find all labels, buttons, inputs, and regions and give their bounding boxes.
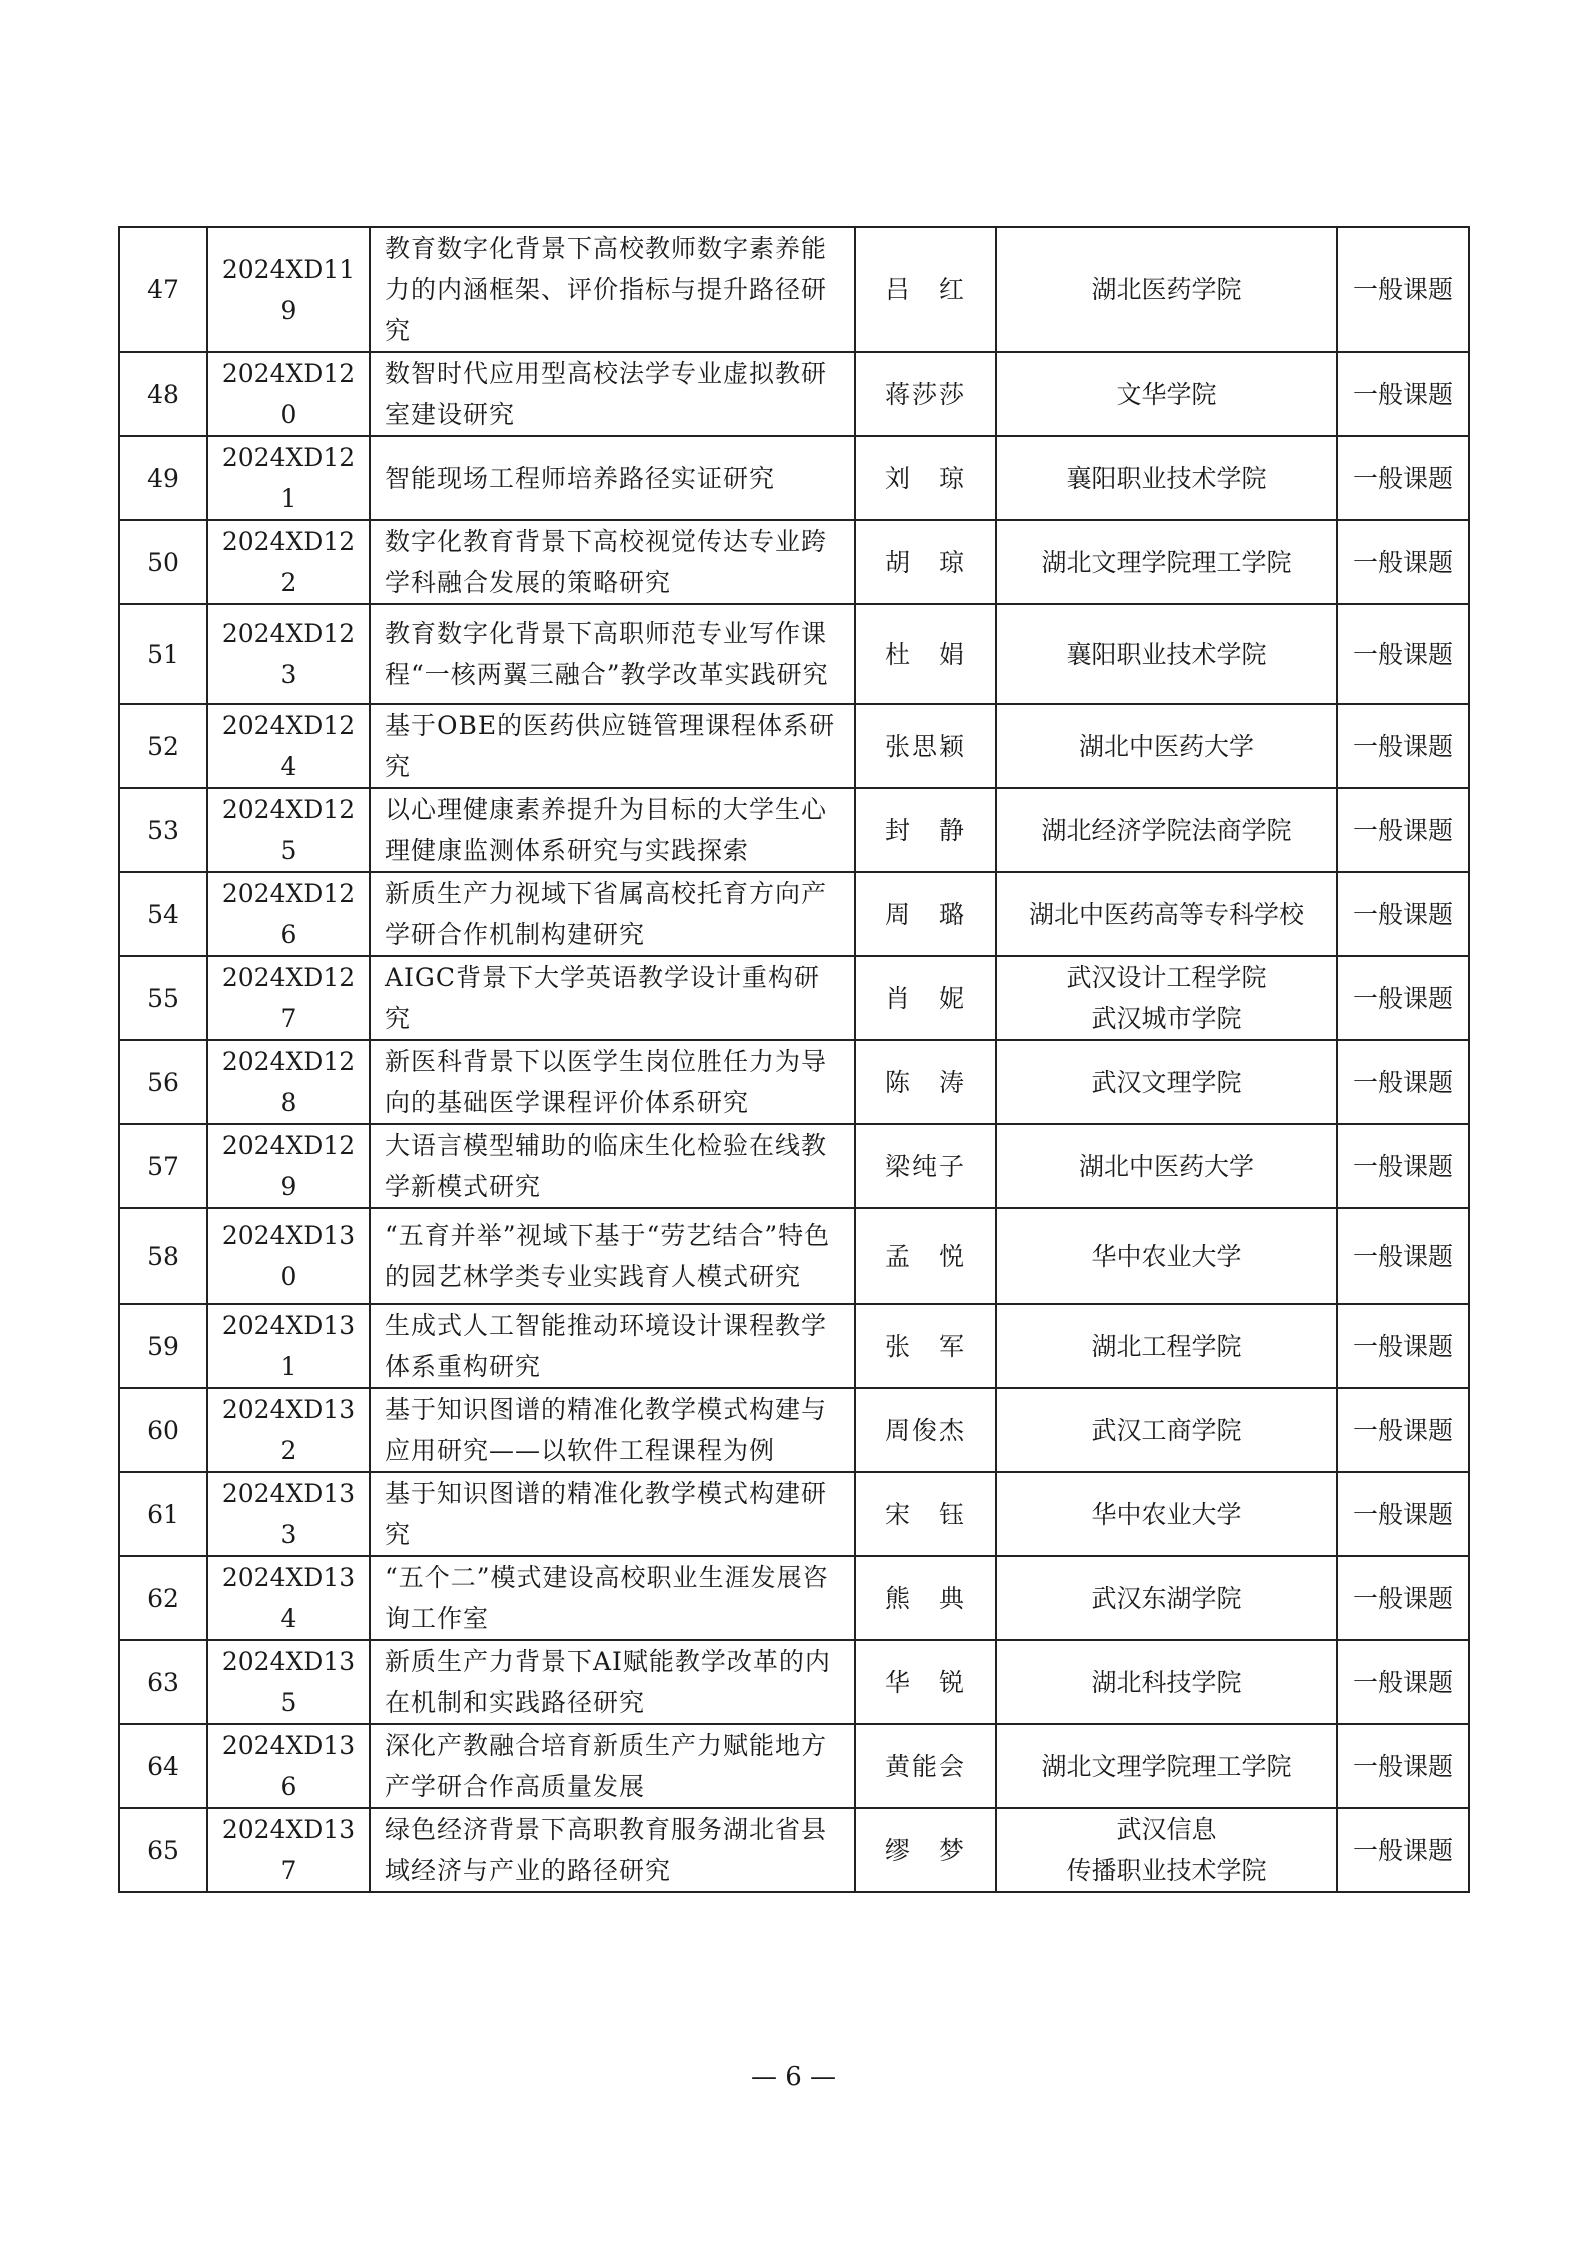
title-cell: “五育并举”视域下基于“劳艺结合”特色的园艺林学类专业实践育人模式研究 [370,1208,855,1304]
unit-name: 湖北工程学院 [1091,1331,1242,1361]
unit-name: 武汉东湖学院 [1091,1583,1242,1613]
title-cell: 生成式人工智能推动环境设计课程教学体系重构研究 [370,1304,855,1388]
type-cell: 一般课题 [1337,1208,1469,1304]
no-cell: 58 [119,1208,207,1304]
table-row [119,1556,1469,1640]
table-row [119,436,1469,520]
table-row [119,704,1469,788]
code-cell: 2024XD137 [207,1808,370,1892]
no-cell: 55 [119,956,207,1040]
title-cell: 教育数字化背景下高校教师数字素养能力的内涵框架、评价指标与提升路径研究 [370,227,855,352]
no-cell: 63 [119,1640,207,1724]
unit-cell [996,1472,1337,1556]
table-row [119,1040,1469,1124]
type-cell: 一般课题 [1337,1304,1469,1388]
unit-name: 武汉城市学院 [1091,1004,1242,1033]
code-cell: 2024XD132 [207,1388,370,1472]
leader-cell: 陈 涛 [855,1040,996,1124]
unit-cell [996,604,1337,704]
no-cell: 53 [119,788,207,872]
unit-cell [996,788,1337,872]
table-row [119,1724,1469,1808]
unit-cell [996,704,1337,788]
leader-cell: 孟 悦 [855,1208,996,1304]
leader-cell: 吕 红 [855,227,996,352]
unit-name: 湖北科技学院 [1091,1667,1242,1697]
unit-cell [996,872,1337,956]
table-row [119,1388,1469,1472]
title-cell: 基于OBE的医药供应链管理课程体系研究 [370,704,855,788]
leader-cell: 蒋莎莎 [855,352,996,436]
type-cell: 一般课题 [1337,704,1469,788]
no-cell: 56 [119,1040,207,1124]
title-cell: 基于知识图谱的精准化教学模式构建研究 [370,1472,855,1556]
no-cell: 48 [119,352,207,436]
title-cell: 深化产教融合培育新质生产力赋能地方产学研合作高质量发展 [370,1724,855,1808]
unit-name: 湖北经济学院法商学院 [1041,815,1292,845]
code-cell: 2024XD122 [207,520,370,604]
unit-name: 文华学院 [1116,379,1217,409]
leader-cell: 刘 琼 [855,436,996,520]
unit-cell [996,227,1337,352]
code-cell: 2024XD119 [207,227,370,352]
no-cell: 57 [119,1124,207,1208]
unit-cell [996,436,1337,520]
unit-cell [996,1388,1337,1472]
no-cell: 54 [119,872,207,956]
leader-cell: 张 军 [855,1304,996,1388]
leader-cell: 杜 娟 [855,604,996,704]
unit-cell [996,1208,1337,1304]
type-cell: 一般课题 [1337,227,1469,352]
table-row [119,1124,1469,1208]
type-cell: 一般课题 [1337,352,1469,436]
code-cell: 2024XD123 [207,604,370,704]
title-cell: 新医科背景下以医学生岗位胜任力为导向的基础医学课程评价体系研究 [370,1040,855,1124]
title-cell: 新质生产力视域下省属高校托育方向产学研合作机制构建研究 [370,872,855,956]
no-cell: 65 [119,1808,207,1892]
title-cell: “五个二”模式建设高校职业生涯发展咨询工作室 [370,1556,855,1640]
code-cell: 2024XD129 [207,1124,370,1208]
code-cell: 2024XD124 [207,704,370,788]
table-row [119,1472,1469,1556]
unit-name: 华中农业大学 [1091,1241,1242,1271]
code-cell: 2024XD135 [207,1640,370,1724]
type-cell: 一般课题 [1337,788,1469,872]
title-cell: 大语言模型辅助的临床生化检验在线教学新模式研究 [370,1124,855,1208]
code-cell: 2024XD128 [207,1040,370,1124]
unit-cell [996,1040,1337,1124]
type-cell: 一般课题 [1337,520,1469,604]
unit-name: 武汉设计工程学院 [1066,963,1267,992]
unit-cell [996,352,1337,436]
code-cell: 2024XD121 [207,436,370,520]
title-cell: 绿色经济背景下高职教育服务湖北省县域经济与产业的路径研究 [370,1808,855,1892]
unit-cell [996,520,1337,604]
no-cell: 61 [119,1472,207,1556]
leader-cell: 周 璐 [855,872,996,956]
leader-cell: 梁纯子 [855,1124,996,1208]
table-body [119,227,1469,1892]
unit-cell [996,1124,1337,1208]
type-cell: 一般课题 [1337,956,1469,1040]
code-cell: 2024XD130 [207,1208,370,1304]
leader-cell: 胡 琼 [855,520,996,604]
unit-name: 武汉工商学院 [1091,1415,1242,1445]
table-row [119,520,1469,604]
code-cell: 2024XD136 [207,1724,370,1808]
project-table [118,226,1470,1893]
unit-name: 华中农业大学 [1091,1499,1242,1529]
code-cell: 2024XD131 [207,1304,370,1388]
unit-name: 湖北中医药高等专科学校 [1028,899,1304,929]
no-cell: 47 [119,227,207,352]
unit-cell [996,1724,1337,1808]
code-cell: 2024XD133 [207,1472,370,1556]
type-cell: 一般课题 [1337,436,1469,520]
table-row [119,788,1469,872]
type-cell: 一般课题 [1337,1724,1469,1808]
code-cell: 2024XD125 [207,788,370,872]
type-cell: 一般课题 [1337,1556,1469,1640]
leader-cell: 周俊杰 [855,1388,996,1472]
type-cell: 一般课题 [1337,1040,1469,1124]
unit-cell [996,1808,1337,1892]
no-cell: 51 [119,604,207,704]
unit-name: 武汉信息 [1116,1815,1217,1844]
table-row [119,1808,1469,1892]
table-row [119,604,1469,704]
title-cell: 新质生产力背景下AI赋能教学改革的内在机制和实践路径研究 [370,1640,855,1724]
title-cell: 基于知识图谱的精准化教学模式构建与应用研究——以软件工程课程为例 [370,1388,855,1472]
leader-cell: 肖 妮 [855,956,996,1040]
type-cell: 一般课题 [1337,872,1469,956]
table-row [119,872,1469,956]
table-row [119,1304,1469,1388]
leader-cell: 宋 钰 [855,1472,996,1556]
no-cell: 64 [119,1724,207,1808]
type-cell: 一般课题 [1337,1472,1469,1556]
unit-name: 湖北文理学院理工学院 [1041,1751,1292,1781]
type-cell: 一般课题 [1337,1640,1469,1724]
title-cell: 数智时代应用型高校法学专业虚拟教研室建设研究 [370,352,855,436]
unit-name: 襄阳职业技术学院 [1066,639,1267,669]
no-cell: 50 [119,520,207,604]
table-row [119,1640,1469,1724]
unit-name: 湖北中医药大学 [1078,731,1254,761]
title-cell: 智能现场工程师培养路径实证研究 [370,436,855,520]
code-cell: 2024XD134 [207,1556,370,1640]
title-cell: 数字化教育背景下高校视觉传达专业跨学科融合发展的策略研究 [370,520,855,604]
table-row [119,1208,1469,1304]
page-number: — 6 — [750,2062,837,2092]
code-cell: 2024XD127 [207,956,370,1040]
unit-cell [996,956,1337,1040]
table-row [119,956,1469,1040]
unit-name: 湖北中医药大学 [1078,1151,1254,1181]
unit-name: 传播职业技术学院 [1066,1856,1267,1885]
title-cell: 教育数字化背景下高职师范专业写作课程“一核两翼三融合”教学改革实践研究 [370,604,855,704]
title-cell: 以心理健康素养提升为目标的大学生心理健康监测体系研究与实践探索 [370,788,855,872]
table-row [119,227,1469,352]
no-cell: 62 [119,1556,207,1640]
type-cell: 一般课题 [1337,604,1469,704]
leader-cell: 华 锐 [855,1640,996,1724]
code-cell: 2024XD126 [207,872,370,956]
leader-cell: 缪 梦 [855,1808,996,1892]
table-row [119,352,1469,436]
no-cell: 59 [119,1304,207,1388]
code-cell: 2024XD120 [207,352,370,436]
unit-name: 湖北医药学院 [1091,275,1242,304]
leader-cell: 张思颖 [855,704,996,788]
no-cell: 49 [119,436,207,520]
unit-cell [996,1304,1337,1388]
type-cell: 一般课题 [1337,1808,1469,1892]
type-cell: 一般课题 [1337,1388,1469,1472]
no-cell: 52 [119,704,207,788]
unit-name: 武汉文理学院 [1091,1067,1242,1097]
unit-cell [996,1640,1337,1724]
no-cell: 60 [119,1388,207,1472]
leader-cell: 黄能会 [855,1724,996,1808]
leader-cell: 封 静 [855,788,996,872]
title-cell: AIGC背景下大学英语教学设计重构研究 [370,956,855,1040]
unit-name: 襄阳职业技术学院 [1066,463,1267,493]
type-cell: 一般课题 [1337,1124,1469,1208]
unit-name: 湖北文理学院理工学院 [1041,547,1292,577]
leader-cell: 熊 典 [855,1556,996,1640]
unit-cell [996,1556,1337,1640]
